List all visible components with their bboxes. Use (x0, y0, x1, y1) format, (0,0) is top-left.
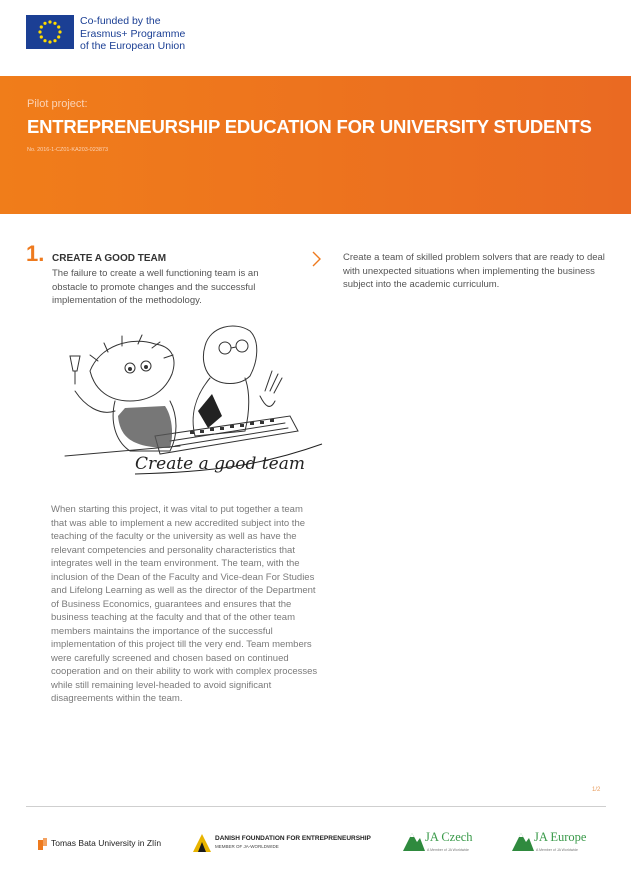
tbu-name: Tomas Bata University in Zlín (51, 838, 162, 848)
eu-flag-logo (26, 15, 74, 49)
ja-europe-logo (512, 826, 622, 856)
section-body-text: When starting this project, it was vital to put together a team that was able to implement a new accredited subject into the teaching of the faculty or the university as well as have the relevant competencies and personality characteristics that integrates well in the team environment. The team, with the inclusion of the Dean of the Faculty and Vice-dean For Studies and Lifelong Learning as well as the director of the Department of Business Economics, guarantees and ensures that the business teaching at the faculty and that of the other team members maintains the importance of the successful implementation of this project till the very end. Team members were carefully screened and chosen based on continued cooperation and on their ability to work with complex processes while still remaining level-headed to avoid significant disagreements within the team. (51, 504, 318, 704)
section-goal-text: Create a team of skilled problem solvers that are ready to deal with unexpected situations when implementing the business subject into the academic curriculum. (343, 252, 605, 290)
ja-europe-name: JA Europe (534, 830, 587, 844)
ja-czech-logo (403, 826, 513, 856)
ja-mountain-icon (512, 829, 534, 851)
chevron-right-icon (309, 249, 325, 269)
page-number: 1/2 (592, 787, 601, 793)
team-illustration (60, 316, 325, 476)
page-title: ENTREPRENEURSHIP EDUCATION FOR UNIVERSITY STUDENTS (27, 116, 592, 137)
tbu-logo (38, 826, 178, 856)
team-sketch-drawing (60, 316, 325, 476)
eu-line-3: of the European Union (80, 40, 186, 52)
eu-stars-icon (26, 15, 74, 49)
section-lead-text: The failure to create a well functioning team is an obstacle to promote changes and the successful implementation of the methodology. (52, 268, 259, 306)
shirt-shading (118, 406, 172, 448)
ja-czech-name: JA Czech (425, 830, 473, 844)
pilot-label: Pilot project: (27, 98, 88, 110)
hand-shading (198, 394, 222, 428)
dfe-name: DANISH FOUNDATION FOR ENTREPRENEURSHIP (215, 835, 371, 842)
dfe-mark-icon (193, 834, 211, 852)
tbu-mark-icon (38, 838, 48, 850)
dfe-logo (193, 826, 393, 856)
footer-divider (26, 806, 606, 807)
eu-funding-text (80, 15, 220, 53)
dfe-member: MEMBER OF JA-WORLDWIDE (215, 844, 279, 849)
ja-czech-sub: A Member of JA Worldwide (427, 848, 469, 852)
illustration-caption: Create a good team (135, 454, 305, 474)
header-banner (0, 76, 631, 214)
section-number: 1. (26, 241, 45, 266)
eu-line-2: Erasmus+ Programme (80, 27, 186, 40)
ja-mountain-icon (403, 829, 425, 851)
eu-line-1: Co-funded by the (80, 15, 161, 27)
project-number: No. 2016-1-CZ01-KA203-023873 (27, 147, 109, 153)
ja-europe-sub: A Member of JA Worldwide (536, 848, 578, 852)
section-title: CREATE A GOOD TEAM (52, 253, 167, 264)
